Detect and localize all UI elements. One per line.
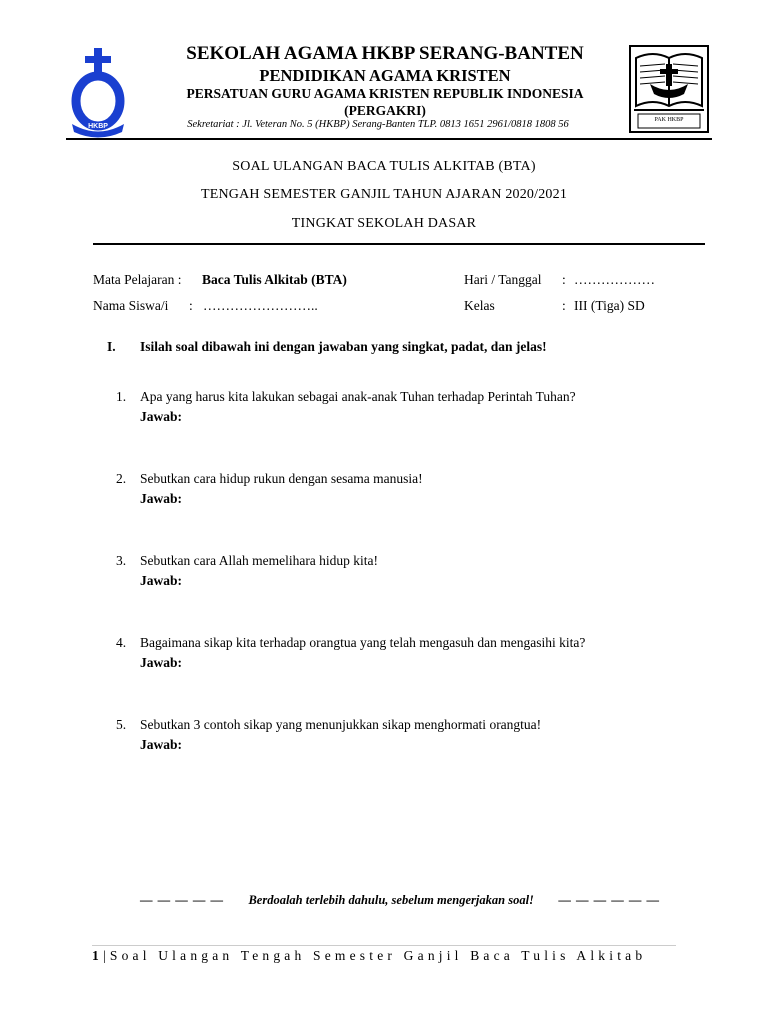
answer-label: Jawab: (140, 491, 183, 506)
header-divider (66, 138, 712, 140)
footer-separator: | (102, 948, 110, 963)
pak-hkbp-logo-text: PAK HKBP (654, 117, 684, 123)
section-instruction: Isilah soal dibawah ini dengan jawaban yang singkat, padat, dan jelas! (140, 339, 547, 354)
section-numeral: I. (107, 339, 116, 354)
day-value-blank[interactable]: ……………… (574, 272, 655, 287)
program-name: PENDIDIKAN AGAMA KRISTEN (259, 66, 511, 85)
day-separator: : (562, 272, 566, 287)
footer-title: Soal Ulangan Tengah Semester Ganjil Baca Tulis Alkitab (109, 948, 647, 963)
class-value: III (Tiga) SD (574, 298, 645, 313)
subject-label: Mata Pelajaran : (93, 272, 182, 287)
student-name-label: Nama Siswa/i (93, 298, 169, 313)
prayer-note-dash-left: — — — — — (140, 893, 224, 907)
page-number: 1 (92, 948, 103, 963)
class-label: Kelas (464, 298, 495, 313)
page-footer (92, 948, 646, 964)
prayer-note (140, 893, 660, 908)
student-name-blank[interactable]: …………………….. (203, 298, 318, 313)
association-name (150, 85, 620, 119)
school-name: SEKOLAH AGAMA HKBP SERANG-BANTEN (186, 43, 584, 64)
answer-label: Jawab: (140, 737, 183, 752)
answer-label: Jawab: (140, 573, 183, 588)
answer-label: Jawab: (140, 655, 183, 670)
question-text: Apa yang harus kita lakukan sebagai anak-anak Tuhan terhadap Perintah Tuhan? (140, 389, 576, 404)
question-text: Sebutkan cara Allah memelihara hidup kita! (140, 553, 379, 568)
question-number: 4. (116, 635, 127, 650)
day-label: Hari / Tanggal (464, 272, 542, 287)
footer-divider (92, 945, 676, 946)
prayer-note-dash-right: — — — — — — (558, 893, 660, 907)
secretariat-address: Sekretariat : Jl. Veteran No. 5 (HKBP) Serang-Banten TLP. 0813 1651 2961/0818 1808 56 (187, 119, 569, 130)
hkbp-logo-text: HKBP (88, 123, 108, 130)
question-text: Sebutkan 3 contoh sikap yang menunjukkan sikap menghormati orangtua! (140, 717, 542, 732)
exam-title-line2: TENGAH SEMESTER GANJIL TAHUN AJARAN 2020/2021 (200, 187, 568, 202)
question-number: 5. (116, 717, 127, 732)
title-divider (93, 243, 705, 245)
question-text: Bagaimana sikap kita terhadap orangtua yang telah mengasuh dan mengasihi kita? (140, 635, 586, 650)
question-number: 3. (116, 553, 127, 568)
exam-title-line3: TINGKAT SEKOLAH DASAR (291, 216, 477, 231)
pak-hkbp-logo (628, 44, 710, 134)
question-text: Sebutkan cara hidup rukun dengan sesama manusia! (140, 471, 423, 486)
class-separator: : (562, 298, 566, 313)
question-number: 2. (116, 471, 127, 486)
answer-label: Jawab: (140, 409, 183, 424)
exam-title-line1: SOAL ULANGAN BACA TULIS ALKITAB (BTA) (232, 159, 536, 174)
association-name-line2: (PERGAKRI) (344, 103, 426, 118)
subject-value: Baca Tulis Alkitab (BTA) (202, 272, 347, 287)
association-name-line1: PERSATUAN GURU AGAMA KRISTEN REPUBLIK INDONESIA (186, 86, 584, 101)
student-name-separator: : (189, 298, 193, 313)
prayer-note-text: Berdoalah terlebih dahulu, sebelum mengerjakan soal! (248, 893, 534, 907)
hkbp-logo (68, 44, 128, 138)
question-number: 1. (116, 389, 127, 404)
